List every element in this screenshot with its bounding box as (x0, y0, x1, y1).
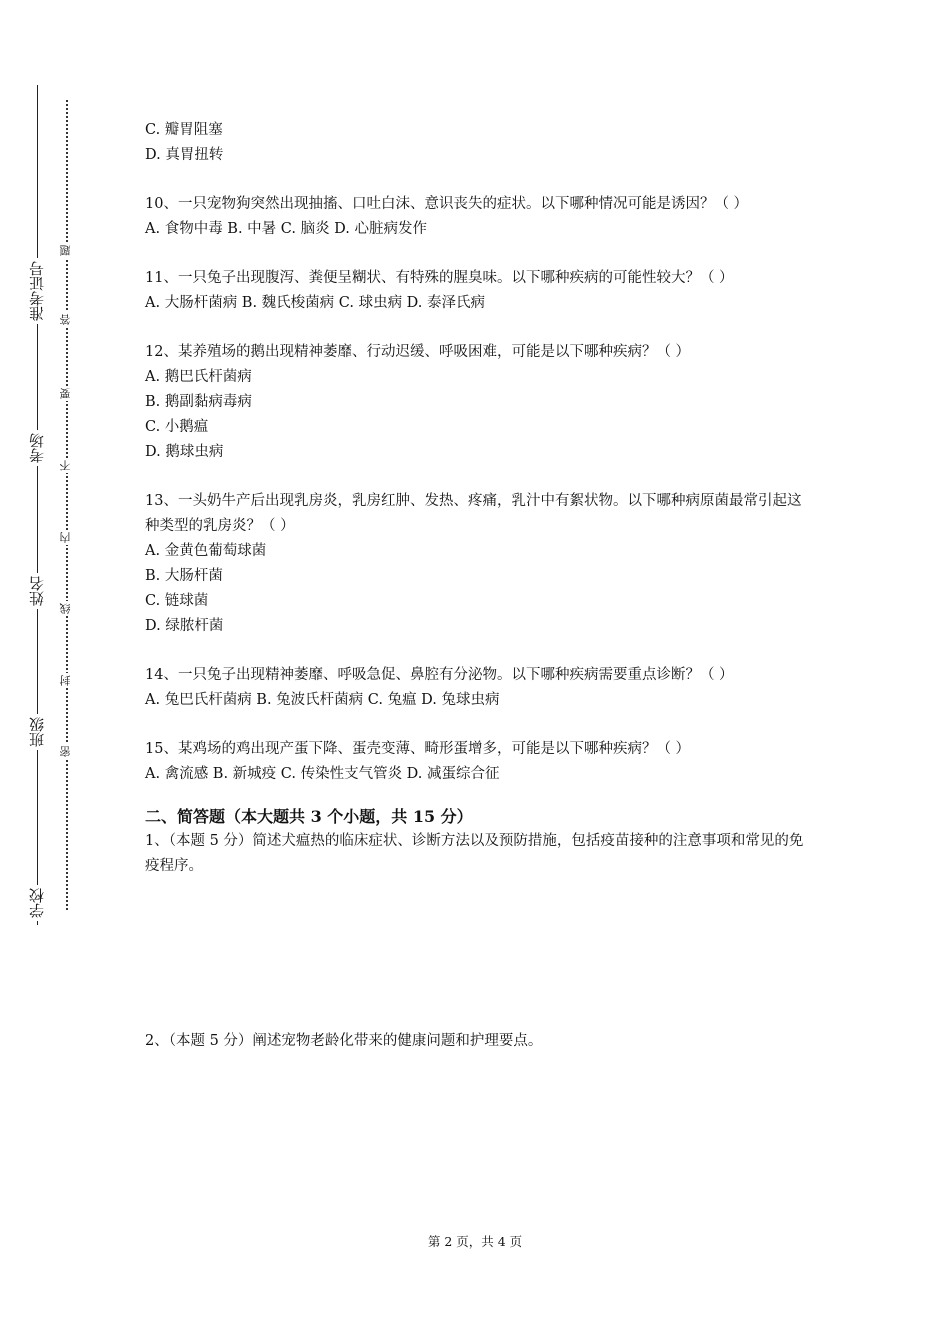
seal-dotted-line (66, 100, 68, 910)
binding-margin (0, 0, 80, 1344)
exam-number-label: 准考证号 (22, 258, 52, 324)
exam-room-label: 考场 (22, 430, 52, 466)
question-15 (145, 737, 815, 787)
exam-content (145, 118, 815, 1054)
seal-char: 要 (59, 388, 72, 399)
options: A. 大肠杆菌病 B. 魏氏梭菌病 C. 球虫病 D. 泰泽氏病 (145, 295, 486, 311)
school-label: 学校 (22, 885, 52, 921)
question-13 (145, 489, 815, 639)
class-label: 班级 (22, 714, 52, 750)
section-title: 二、简答题（本大题共 3 个小题，共 15 分） (145, 807, 473, 826)
option: C. 瓣胃阻塞 (145, 122, 223, 138)
option: D. 真胃扭转 (145, 147, 224, 163)
option: A. 金黄色葡萄球菌 (145, 543, 267, 559)
seal-char: 题 (59, 245, 72, 256)
question-12 (145, 340, 815, 465)
seal-char: 答 (59, 314, 72, 325)
question-stem: 15、某鸡场的鸡出现产蛋下降、蛋壳变薄、畸形蛋增多，可能是以下哪种疾病？（ ） (145, 741, 691, 757)
seal-char: 不 (59, 460, 72, 471)
question-stem: 12、某养殖场的鹅出现精神萎靡、行动迟缓、呼吸困难，可能是以下哪种疾病？（ ） (145, 344, 691, 360)
option: D. 绿脓杆菌 (145, 618, 224, 634)
question-stem: 10、一只宠物狗突然出现抽搐、口吐白沫、意识丧失的症状。以下哪种情况可能是诱因？（ ） (145, 196, 749, 212)
option: A. 鹅巴氏杆菌病 (145, 369, 252, 385)
question-9-tail (145, 118, 815, 168)
question-11 (145, 266, 815, 316)
page-number: 第 2 页，共 4 页 (427, 1234, 523, 1249)
option: C. 链球菌 (145, 593, 209, 609)
question-stem: 11、一只兔子出现腹泻、粪便呈糊状、有特殊的腥臭味。以下哪种疾病的可能性较大？（ ） (145, 270, 734, 286)
option: B. 大肠杆菌 (145, 568, 223, 584)
question-10 (145, 192, 815, 242)
name-label: 姓名 (22, 573, 52, 609)
options: A. 兔巴氏杆菌病 B. 兔波氏杆菌病 C. 兔瘟 D. 兔球虫病 (145, 692, 500, 708)
seal-char: 密 (59, 746, 72, 757)
option: C. 小鹅瘟 (145, 419, 209, 435)
question-14 (145, 663, 815, 713)
option: D. 鹅球虫病 (145, 444, 224, 460)
options: A. 禽流感 B. 新城疫 C. 传染性支气管炎 D. 减蛋综合征 (145, 766, 500, 782)
option: B. 鹅副黏病毒病 (145, 394, 252, 410)
question-stem: 14、一只兔子出现精神萎靡、呼吸急促、鼻腔有分泌物。以下哪种疾病需要重点诊断？（ ） (145, 667, 734, 683)
seal-char: 封 (59, 675, 72, 686)
short-answer-question-2: 2、（本题 5 分）阐述宠物老龄化带来的健康问题和护理要点。 (145, 1033, 543, 1049)
seal-char: 内 (59, 532, 72, 543)
binding-solid-line (37, 85, 38, 925)
question-stem: 13、一头奶牛产后出现乳房炎，乳房红肿、发热、疼痛，乳汁中有絮状物。以下哪种病原菌最常引起这种类型的乳房炎？（ ） (145, 493, 802, 534)
short-answer-question-1: 1、（本题 5 分）简述犬瘟热的临床症状、诊断方法以及预防措施，包括疫苗接种的注意事项和常见的免疫程序。 (145, 833, 804, 874)
options: A. 食物中毒 B. 中暑 C. 脑炎 D. 心脏病发作 (145, 221, 428, 237)
seal-char: 线 (59, 603, 72, 614)
